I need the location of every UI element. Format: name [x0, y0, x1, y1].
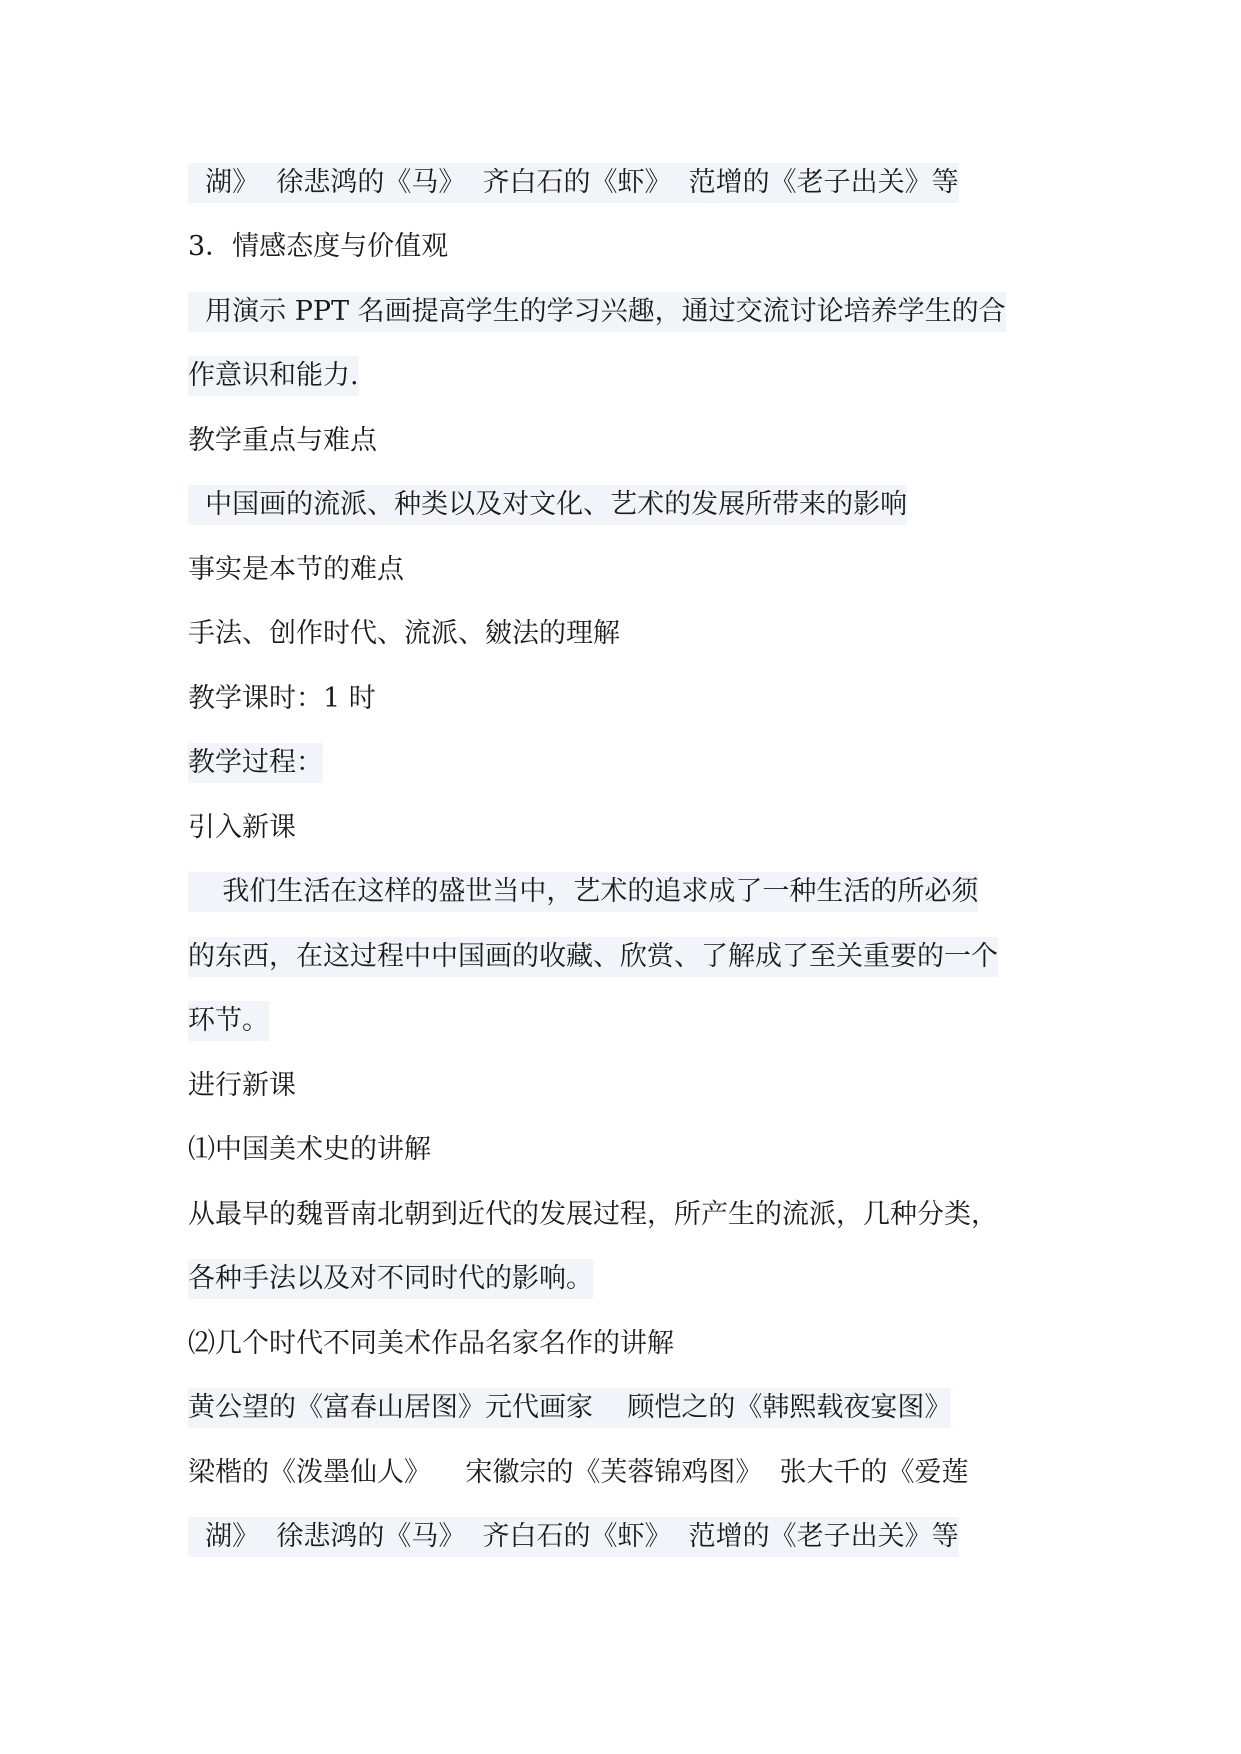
text-line: 中国画的流派、种类以及对文化、艺术的发展所带来的影响: [188, 485, 907, 525]
text-line: ⑴中国美术史的讲解: [188, 1134, 431, 1165]
text-line: 黄公望的《富春山居图》元代画家 顾恺之的《韩熙载夜宴图》: [188, 1388, 951, 1428]
text-line: 教学课时：1 时: [188, 683, 376, 714]
text-line: 各种手法以及对不同时代的影响。: [188, 1259, 593, 1299]
text-line: 梁楷的《泼墨仙人》 宋徽宗的《芙蓉锦鸡图》 张大千的《爱莲: [188, 1457, 969, 1488]
text-line: 作意识和能力.: [188, 356, 359, 396]
section-heading: 教学重点与难点: [188, 425, 377, 456]
text-line: 用演示 PPT 名画提高学生的学习兴趣，通过交流讨论培养学生的合: [188, 292, 1006, 332]
text-line: 手法、创作时代、流派、皴法的理解: [188, 618, 620, 649]
text-line: 的东西，在这过程中中国画的收藏、欣赏、了解成了至关重要的一个: [188, 937, 998, 977]
section-heading: 3．情感态度与价值观: [188, 231, 449, 262]
text-line: 环节。: [188, 1001, 269, 1041]
text-line: 湖》 徐悲鸿的《马》 齐白石的《虾》 范增的《老子出关》等: [188, 163, 959, 203]
text-line: 事实是本节的难点: [188, 554, 404, 585]
text-line: 湖》 徐悲鸿的《马》 齐白石的《虾》 范增的《老子出关》等: [188, 1517, 959, 1557]
section-heading: 进行新课: [188, 1070, 296, 1101]
text-line: ⑵几个时代不同美术作品名家名作的讲解: [188, 1328, 674, 1359]
text-line: 我们生活在这样的盛世当中，艺术的追求成了一种生活的所必须: [188, 872, 978, 912]
text-line: 教学过程：: [188, 743, 323, 783]
text-line: 从最早的魏晋南北朝到近代的发展过程，所产生的流派，几种分类，: [188, 1199, 998, 1230]
section-heading: 引入新课: [188, 812, 296, 843]
